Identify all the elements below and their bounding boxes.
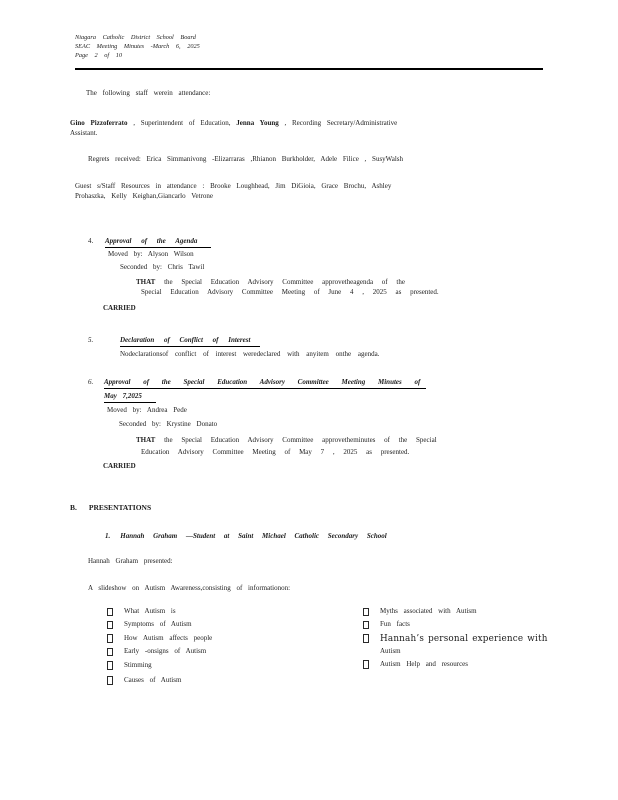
regrets-paragraph: Regrets received: Erica Simmanivong -Elizarraras ,Rhianon Burkholder, Adele Filice , SusyWalsh [88,155,403,163]
item6-that-text: the Special Education Advisory Committee approvetheminutes of the Special [164,436,437,444]
presentation1-number: 1. [105,532,111,540]
list-item [363,619,548,632]
section-b-title: PRESENTATIONS [88,503,152,512]
item6-motion [136,434,437,458]
item4-seconded: Seconded by: Chris Tawil [120,263,205,271]
bullet-text: Symptoms of Autism [124,620,192,629]
bullet-text: Fun facts [380,620,410,629]
empty-checkbox-icon [363,608,369,617]
header-line-meeting: SEAC Meeting Minutes -March 6, 2025 [75,43,200,50]
item6-motion-line-1 [136,434,437,446]
staff-line-1 [70,118,397,128]
empty-checkbox-icon [363,660,369,669]
guests-line-2: Prohaszka, Kelly Keighan,Giancarlo Vetrone [75,192,214,200]
item4-title: Approval of the Agenda [105,236,211,248]
bullet-text: What Autism is [124,607,176,615]
section-b-letter: B. [70,503,77,512]
bullet-text: How Autism affects people [124,633,213,642]
item4-motion-line-1 [136,277,439,287]
item5-number: 5. [88,336,94,344]
attendance-intro: The following staff werein attendance: [86,89,211,97]
item6-seconded: Seconded by: Krystine Donato [119,420,218,428]
list-item [107,660,212,673]
list-item [107,633,212,646]
list-item [107,675,212,688]
header-line-board: Niagara Catholic District School Board [75,34,196,41]
list-item [363,659,548,672]
list-item [363,633,548,656]
staff-role-2: , Recording Secretary/Administrative [284,119,398,127]
list-item [107,646,212,659]
bullet-list-left [107,606,212,688]
empty-checkbox-icon [363,634,369,643]
item4-carried: CARRIED [103,304,136,312]
item4-motion-line-2: Special Education Advisory Committee Meeting of June 4 , 2025 as presented. [141,288,439,296]
bullet-text: Autism Help and resources [380,659,469,668]
bullet-text: Early -onsigns of Autism [124,647,207,656]
item4-motion [136,277,439,297]
item4-that-text: the Special Education Advisory Committee approvetheagenda of the [164,278,405,286]
staff-line-2: Assistant. [70,129,98,137]
header-line-page-number: Page 2 of 10 [75,52,123,59]
item6-carried: CARRIED [103,462,136,470]
bullet-text: Myths associated with Autism [380,607,477,615]
item5-body: Nodeclarationsof conflict of interest weredeclared with anyitem onthe agenda. [120,350,380,358]
bullet-text-special-font: Hannah’s personal experience with [380,633,548,644]
item4-that-label: THAT [136,278,156,286]
item6-motion-line-2: Education Advisory Committee Meeting of May 7 , 2025 as presented. [141,448,410,456]
item6-moved: Moved by: Andrea Pede [107,406,187,414]
empty-checkbox-icon [363,621,369,630]
empty-checkbox-icon [107,608,113,617]
staff-role-1: , Superintendent of Education, [133,119,231,127]
staff-name-1: Gino Pizzoferrato [70,119,128,127]
item5-title: Declaration of Conflict of Interest [120,335,260,347]
presentation1-title: Hannah Graham —Student at Saint Michael Catholic Secondary School [120,532,387,540]
empty-checkbox-icon [107,676,113,685]
staff-name-2: Jenna Young [236,119,279,127]
bullet-text: Causes of Autism [124,675,182,684]
presented-line: Hannah Graham presented: [88,557,173,565]
empty-checkbox-icon [107,648,113,657]
item6-title-line-1: Approval of the Special Education Advisory Committee Meeting Minutes of [104,377,426,389]
item6-number: 6. [88,378,94,386]
guests-line-1: Guest s/Staff Resources in attendance : Brooke Loughhead, Jim DiGioia, Grace Brochu, Ashley [75,182,392,190]
bullet-text: Stimming [124,660,152,669]
empty-checkbox-icon [107,634,113,643]
bullet-text-continuation: Autism [380,646,401,655]
presentation1-heading [105,531,387,541]
item4-moved: Moved by: Alyson Wilson [108,250,194,258]
list-item [107,606,212,619]
item6-that-label: THAT [136,436,156,444]
page-header [75,33,200,60]
empty-checkbox-icon [107,661,113,670]
bullet-list-right [363,606,548,672]
section-b-heading [70,503,151,513]
header-divider [75,68,543,70]
list-item [107,619,212,632]
slideshow-line: A slideshow on Autism Awareness,consisting of informationon: [88,584,291,592]
guests-paragraph [75,181,391,201]
list-item [363,606,548,619]
empty-checkbox-icon [107,621,113,630]
bullet-text-group [380,633,548,656]
staff-paragraph [70,118,397,138]
item6-title-line-2: May 7,2025 [104,391,156,403]
item4-number: 4. [88,237,94,245]
